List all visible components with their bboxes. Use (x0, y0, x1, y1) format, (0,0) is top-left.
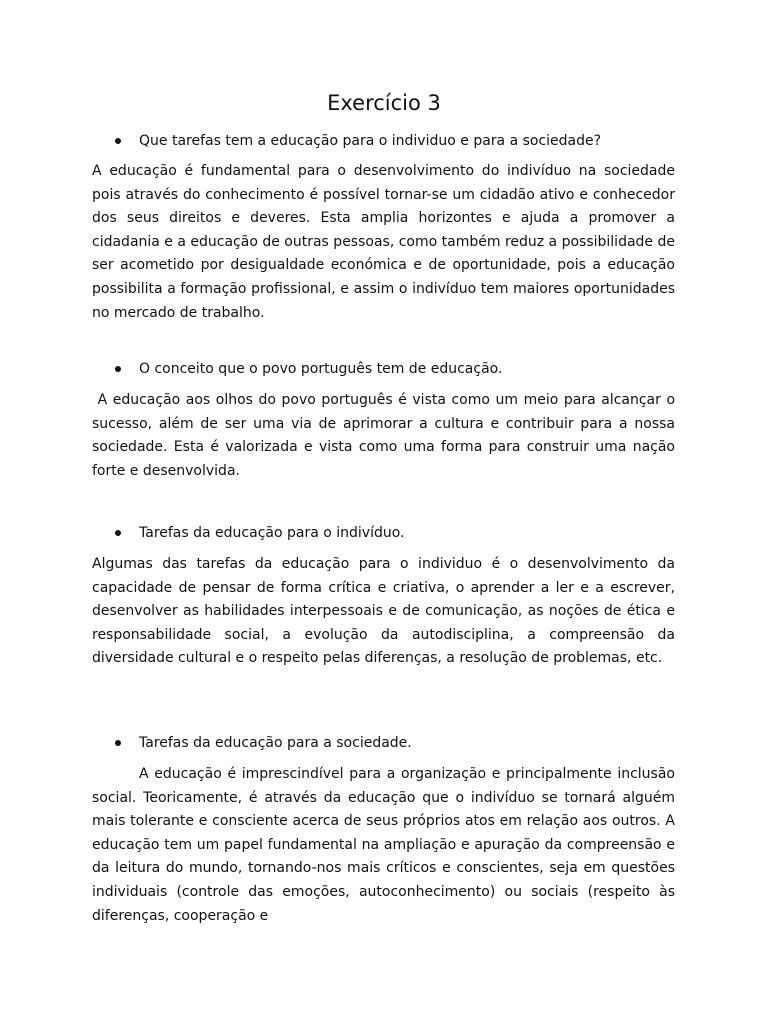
bullet-dot-icon (115, 366, 121, 372)
bullet-dot-icon (115, 530, 121, 536)
bullet-text: O conceito que o povo português tem de educação. (139, 361, 503, 377)
bullet-dot-icon (115, 740, 121, 746)
bullet-text: Que tarefas tem a educação para o individuo e para a sociedade? (139, 133, 602, 149)
bullet-dot-icon (115, 138, 121, 144)
paragraph-answer-1: A educação é fundamental para o desenvolvimento do indivíduo na sociedade pois através do conhecimento é possível tornar-se um cidadão ativo e conhecedor dos seus direitos e deveres. Esta amplia horizontes e ajuda a promover a cidadania e a educação de outras pessoas, como também reduz a possibilidade de ser acometido por desigualdade económica e de oportunidade, pois a educação possibilita a formação profissional, e assim o indivíduo tem maiores oportunidades no mercado de trabalho. (92, 163, 675, 321)
paragraph-answer-3: Algumas das tarefas da educação para o individuo é o desenvolvimento da capacidade de pensar de forma crítica e criativa, o aprender a ler e a escrever, desenvolver as habilidades interpessoais e de comunicação, as noções de ética e responsabilidade social, a evolução da autodisciplina, a compreensão da diversidade cultural e o respeito pelas diferenças, a resolução de problemas, etc. (92, 556, 675, 667)
bullet-text: Tarefas da educação para a sociedade. (139, 735, 412, 751)
paragraph-answer-4: A educação é imprescindível para a organização e principalmente inclusão social. Teoricamente, é através da educação que o indivíduo se tornará alguém mais tolerante e consciente acerca de seus próprios atos em relação aos outros. A educação tem um papel fundamental na ampliação e apuração da compreensão e da leitura do mundo, tornando-nos mais críticos e conscientes, seja em questões individuais (controle das emoções, autoconhecimento) ou sociais (respeito às diferenças, cooperação e (92, 766, 675, 924)
page-title: Exercício 3 (327, 91, 441, 115)
bullet-text: Tarefas da educação para o indivíduo. (139, 525, 405, 541)
paragraph-answer-2: A educação aos olhos do povo português é vista como um meio para alcançar o sucesso, além de ser uma via de aprimorar a cultura e contribuir para a nossa sociedade. Esta é valorizada e vista como uma forma para construir uma nação forte e desenvolvida. (92, 392, 680, 479)
